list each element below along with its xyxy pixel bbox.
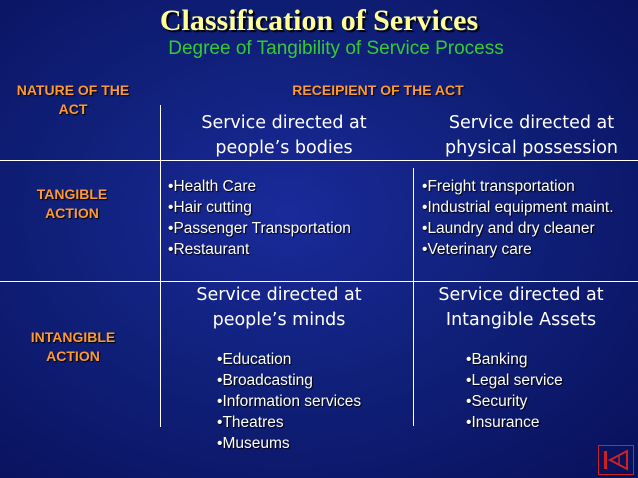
list-item: • Freight transportation	[422, 176, 638, 197]
cell-heading-line: people’s bodies	[215, 138, 353, 158]
cell-heading-intangible-assets	[412, 283, 630, 333]
cell-heading-line: people’s minds	[212, 310, 346, 330]
list-item: • Legal service	[466, 370, 563, 391]
nature-of-act-header: NATURE OF THE ACT	[16, 82, 130, 117]
cell-heading-people-minds	[163, 283, 395, 333]
cell-heading-line: physical possession	[444, 138, 619, 158]
list-item: • Veterinary care	[422, 239, 638, 260]
list-clip-physical-possession	[422, 176, 638, 266]
list-item: • Broadcasting	[217, 370, 361, 391]
list-item: • Information services	[217, 391, 361, 412]
list-intangible-assets	[466, 349, 563, 433]
cell-heading-physical-possession	[425, 111, 638, 161]
slide-subtitle: Degree of Tangibility of Service Process	[168, 38, 504, 59]
list-item: • Theatres	[217, 412, 361, 433]
slide-title: Classification of Services	[159, 4, 479, 37]
list-item: • Banking	[466, 349, 563, 370]
end-slide-icon	[599, 446, 633, 474]
cell-heading-line: Intangible Assets	[445, 310, 597, 330]
list-item: • Education	[217, 349, 361, 370]
grid-vertical-line	[160, 105, 161, 427]
list-people-bodies	[168, 176, 351, 260]
list-item: • Insurance	[466, 412, 563, 433]
recipient-of-act-header: RECEIPIENT OF THE ACT	[292, 82, 464, 98]
end-slide-button[interactable]	[598, 445, 634, 475]
tangible-action-header: TANGIBLE ACTION	[36, 186, 108, 221]
list-item: • Health Care	[168, 176, 351, 197]
cell-heading-line: Service directed at	[196, 285, 362, 305]
cell-heading-people-bodies	[163, 111, 405, 161]
list-item: • Security	[466, 391, 563, 412]
list-item: • Passenger Transportation	[168, 218, 351, 239]
list-item: • Museums	[217, 433, 361, 454]
intangible-action-header: INTANGIBLE ACTION	[30, 329, 116, 364]
cell-heading-line: Service directed at	[438, 285, 604, 305]
list-item: • Industrial equipment maint.	[422, 197, 638, 218]
grid-horizontal-line-2	[0, 281, 638, 282]
cell-heading-line: Service directed at	[448, 113, 615, 133]
cell-heading-line: Service directed at	[201, 113, 367, 133]
list-physical-possession	[422, 176, 638, 260]
list-people-minds	[217, 349, 361, 454]
list-item: • Hair cutting	[168, 197, 351, 218]
list-item: • Laundry and dry cleaner	[422, 218, 638, 239]
list-item: • Restaurant	[168, 239, 351, 260]
